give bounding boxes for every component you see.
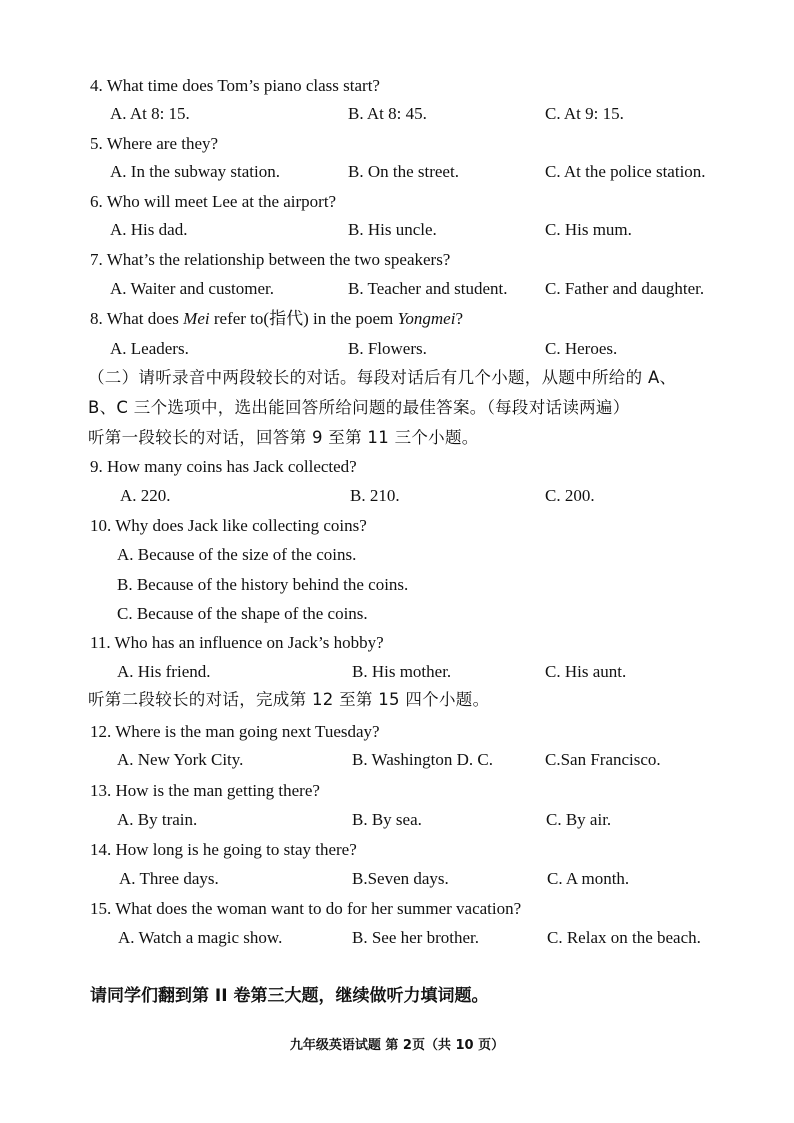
option-a: A. At 8: 15. — [110, 104, 190, 123]
question-11-stem: 11. Who has an influence on Jack’s hobby? — [90, 633, 384, 652]
question-6-stem: 6. Who will meet Lee at the airport? — [90, 192, 337, 211]
option-a: A. 220. — [120, 486, 171, 505]
option-b: B. At 8: 45. — [348, 104, 427, 123]
option-c: C.San Francisco. — [545, 750, 661, 769]
question-10-option-c: C. Because of the shape of the coins. — [117, 604, 368, 623]
option-c: C. His mum. — [545, 220, 632, 239]
question-14-stem: 14. How long is he going to stay there? — [90, 840, 357, 859]
option-a: A. By train. — [117, 810, 198, 829]
option-a: A. His dad. — [110, 220, 188, 239]
option-c: C. At 9: 15. — [545, 104, 624, 123]
question-15-stem: 15. What does the woman want to do for her summer vacation? — [90, 899, 522, 918]
section-2-instruction-line-1: （二）请听录音中两段较长的对话。每段对话后有几个小题，从题中所给的 A、 — [88, 368, 677, 387]
page-footer: 九年级英语试题 第 2页（共 10 页） — [289, 1038, 505, 1053]
turn-page-instruction: 请同学们翻到第 II 卷第三大题，继续做听力填词题。 — [90, 986, 489, 1006]
option-a: A. Leaders. — [110, 339, 189, 358]
question-8-italic-yongmei: Yongmei — [397, 309, 456, 328]
option-b: B.Seven days. — [352, 869, 449, 888]
question-12-stem: 12. Where is the man going next Tuesday? — [90, 722, 380, 741]
option-c: C. Relax on the beach. — [547, 928, 701, 947]
option-c: C. Heroes. — [545, 339, 618, 358]
question-8-text-3: ? — [455, 309, 463, 328]
option-a: A. New York City. — [117, 750, 244, 769]
option-b: B. His mother. — [352, 662, 452, 681]
question-10-option-b: B. Because of the history behind the coins. — [117, 575, 409, 594]
question-5-stem: 5. Where are they? — [90, 134, 219, 153]
option-b: B. 210. — [350, 486, 400, 505]
option-b: B. On the street. — [348, 162, 459, 181]
option-c: C. A month. — [547, 869, 630, 888]
question-10-stem: 10. Why does Jack like collecting coins? — [90, 516, 367, 535]
option-a: A. Waiter and customer. — [110, 279, 275, 298]
question-10-option-a: A. Because of the size of the coins. — [117, 545, 357, 564]
question-9-stem: 9. How many coins has Jack collected? — [90, 457, 357, 476]
option-c: C. At the police station. — [545, 162, 706, 181]
option-b: B. Teacher and student. — [348, 279, 508, 298]
dialog-2-instruction: 听第二段较长的对话，完成第 12 至第 15 四个小题。 — [88, 690, 490, 709]
question-8-text-1: 8. What does — [90, 309, 184, 328]
option-c: C. 200. — [545, 486, 595, 505]
question-8-text-2: refer to(指代) in the poem — [209, 309, 398, 328]
option-b: B. Washington D. C. — [352, 750, 493, 769]
question-8-italic-mei: Mei — [183, 309, 210, 328]
option-c: C. By air. — [546, 810, 612, 829]
option-c: C. Father and daughter. — [545, 279, 705, 298]
option-a: A. In the subway station. — [110, 162, 280, 181]
option-b: B. By sea. — [352, 810, 422, 829]
option-a: A. Watch a magic show. — [118, 928, 283, 947]
option-a: A. Three days. — [119, 869, 219, 888]
question-13-stem: 13. How is the man getting there? — [90, 781, 320, 800]
section-2-instruction-line-2: B、C 三个选项中，选出能回答所给问题的最佳答案。（每段对话读两遍） — [88, 398, 630, 417]
question-4-stem: 4. What time does Tom’s piano class start? — [90, 76, 380, 95]
dialog-1-instruction: 听第一段较长的对话，回答第 9 至第 11 三个小题。 — [88, 428, 479, 447]
question-7-stem: 7. What’s the relationship between the two speakers? — [90, 250, 451, 269]
option-c: C. His aunt. — [545, 662, 627, 681]
option-b: B. Flowers. — [348, 339, 427, 358]
question-8-stem — [90, 308, 754, 330]
option-b: B. See her brother. — [352, 928, 479, 947]
option-a: A. His friend. — [117, 662, 211, 681]
option-b: B. His uncle. — [348, 220, 437, 239]
